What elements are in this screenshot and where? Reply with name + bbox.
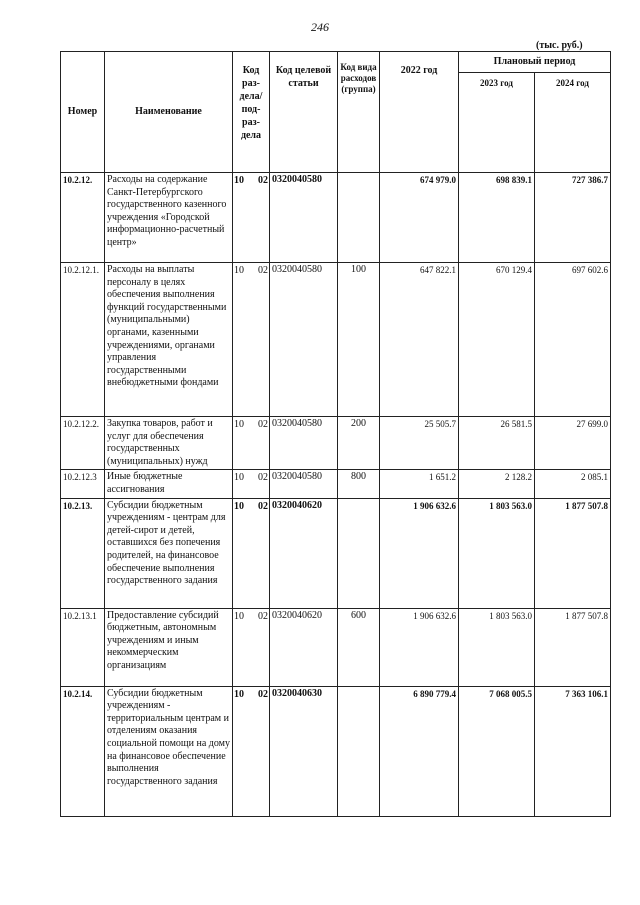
row-section-code [233,417,270,470]
row-section-code [233,498,270,608]
row-target-code: 0320040580 [270,417,338,470]
row-expense-type: 800 [338,470,380,498]
table-row [61,417,611,470]
row-amount-2024: 7 363 106.1 [535,686,611,816]
header-year-2022: 2022 год [380,52,459,173]
row-number: 10.2.12.3 [61,470,105,498]
header-number: Номер [61,52,105,173]
row-number: 10.2.12. [61,173,105,263]
page-number: 246 [311,20,329,34]
table-row [61,686,611,816]
row-name: Расходы на выплаты персоналу в целях обеспечения выполнения функций государственными (муниципальными) органами, казенными учреждениями, органами управления государственными внебюджетными фондами [105,263,233,417]
units-label: (тыс. руб.) [536,40,583,51]
row-name: Расходы на содержание Санкт-Петербургского государственного казенного учреждения «Городской информационно-расчетный центр» [105,173,233,263]
row-expense-type [338,686,380,816]
row-section-code [233,686,270,816]
row-number: 10.2.12.2. [61,417,105,470]
row-amount-2022: 674 979.0 [380,173,459,263]
table-row [61,173,611,263]
header-target-code: Код целевой статьи [270,52,338,173]
section-code: 10 [234,419,244,430]
row-name: Предоставление субсидий бюджетным, автономным учреждениям и иным некоммерческим организациям [105,608,233,686]
row-amount-2024: 2 085.1 [535,470,611,498]
header-expense-type-code: Код вида расходов (группа) [338,52,380,173]
subsection-code: 02 [258,610,268,622]
table-row [61,498,611,608]
row-target-code: 0320040580 [270,263,338,417]
row-target-code: 0320040620 [270,498,338,608]
row-amount-2023: 670 129.4 [459,263,535,417]
row-amount-2023: 1 803 563.0 [459,608,535,686]
row-amount-2024: 1 877 507.8 [535,608,611,686]
section-code: 10 [234,500,244,512]
row-amount-2022: 647 822.1 [380,263,459,417]
row-expense-type [338,498,380,608]
row-amount-2023: 7 068 005.5 [459,686,535,816]
row-amount-2023: 698 839.1 [459,173,535,263]
header-year-2023: 2023 год [459,73,535,173]
header-section-code: Код раз-дела/ под-раз-дела [233,52,270,173]
subsection-code: 02 [258,175,268,186]
row-amount-2022: 25 505.7 [380,417,459,470]
row-name: Закупка товаров, работ и услуг для обеспечения государственных (муниципальных) нужд [105,417,233,470]
section-code: 10 [234,175,244,186]
row-amount-2022: 1 906 632.6 [380,498,459,608]
row-amount-2023: 26 581.5 [459,417,535,470]
row-amount-2023: 1 803 563.0 [459,498,535,608]
table-row [61,263,611,417]
section-code: 10 [234,688,244,700]
row-number: 10.2.12.1. [61,263,105,417]
row-amount-2022: 1 906 632.6 [380,608,459,686]
row-expense-type: 200 [338,417,380,470]
row-expense-type [338,173,380,263]
row-section-code [233,263,270,417]
row-name: Субсидии бюджетным учреждениям - территориальным центрам и отделениям оказания социальной помощи на дому на финансовое обеспечение выполнения государственного задания [105,686,233,816]
header-plan-period: Плановый период [459,52,611,73]
row-number: 10.2.13. [61,498,105,608]
section-code: 10 [234,610,244,622]
row-amount-2024: 697 602.6 [535,263,611,417]
row-name: Субсидии бюджетным учреждениям - центрам для детей-сирот и детей, оставшихся без попечения родителей, на финансовое обеспечение выполнения государственного задания [105,498,233,608]
row-target-code: 0320040620 [270,608,338,686]
table-row [61,470,611,498]
row-amount-2022: 6 890 779.4 [380,686,459,816]
row-amount-2022: 1 651.2 [380,470,459,498]
section-code: 10 [234,472,244,484]
row-section-code [233,608,270,686]
row-target-code: 0320040580 [270,173,338,263]
row-number: 10.2.14. [61,686,105,816]
row-section-code [233,173,270,263]
table-row [61,608,611,686]
row-amount-2024: 1 877 507.8 [535,498,611,608]
row-expense-type: 100 [338,263,380,417]
row-target-code: 0320040630 [270,686,338,816]
row-number: 10.2.13.1 [61,608,105,686]
row-amount-2024: 727 386.7 [535,173,611,263]
row-section-code [233,470,270,498]
header-year-2024: 2024 год [535,73,611,173]
subsection-code: 02 [258,419,268,430]
row-expense-type: 600 [338,608,380,686]
row-name: Иные бюджетные ассигнования [105,470,233,498]
row-target-code: 0320040580 [270,470,338,498]
row-amount-2023: 2 128.2 [459,470,535,498]
subsection-code: 02 [258,472,268,484]
subsection-code: 02 [258,500,268,512]
subsection-code: 02 [258,688,268,700]
header-name: Наименование [105,52,233,173]
budget-table [60,51,611,817]
subsection-code: 02 [258,265,268,276]
section-code: 10 [234,265,244,276]
row-amount-2024: 27 699.0 [535,417,611,470]
